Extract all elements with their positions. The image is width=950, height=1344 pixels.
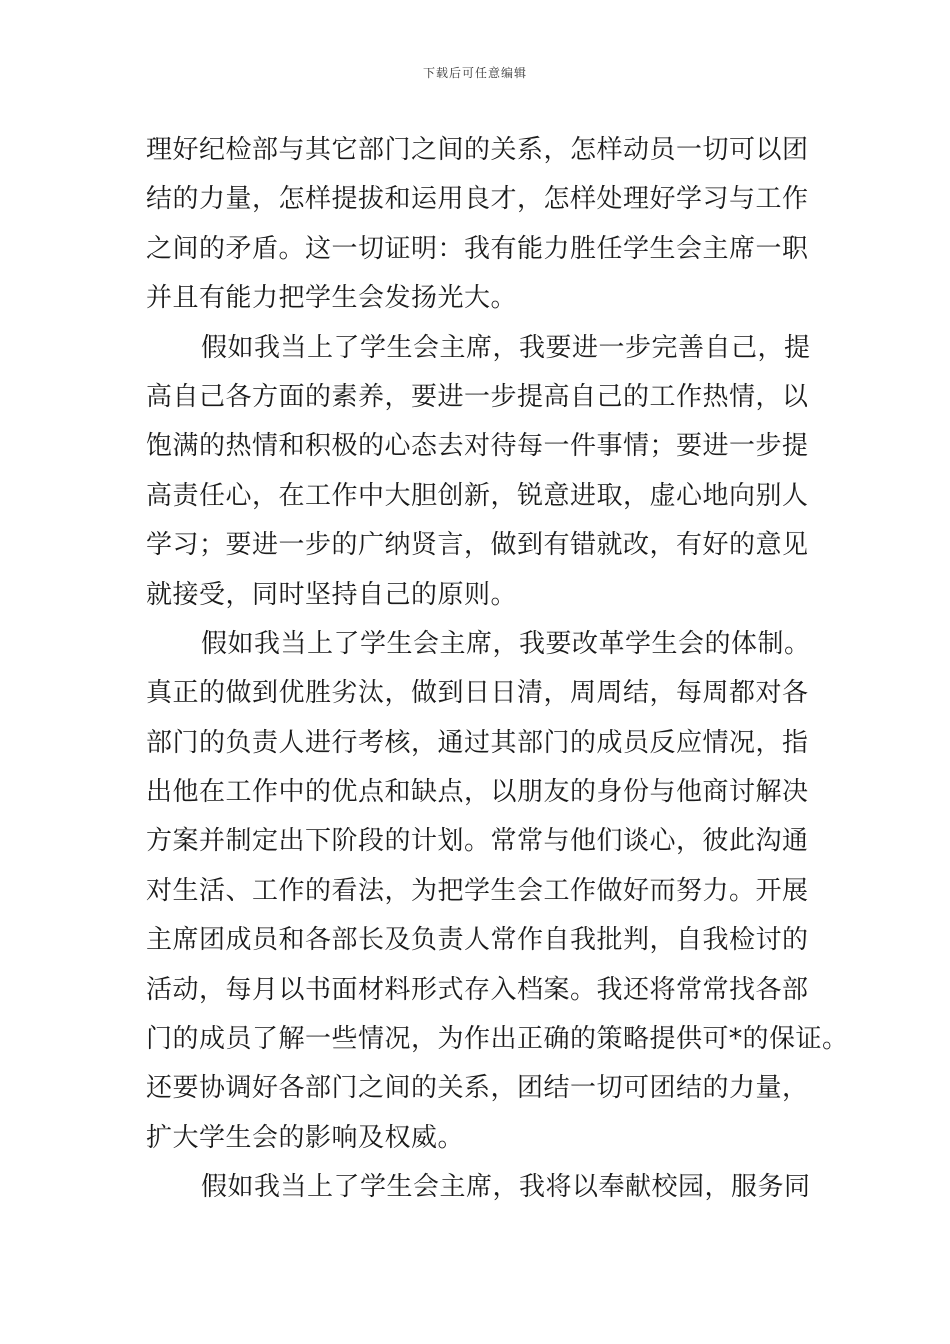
text-line: 之间的矛盾。这一切证明：我有能力胜任学生会主席一职 xyxy=(146,233,809,264)
text-line: 假如我当上了学生会主席，我要进一步完善自己，提 xyxy=(201,332,811,363)
text-line: 学习；要进一步的广纳贤言，做到有错就改，有好的意见 xyxy=(146,530,809,561)
text-line: 扩大学生会的影响及权威。 xyxy=(146,1122,465,1153)
text-line: 结的力量，怎样提拔和运用良才，怎样处理好学习与工作 xyxy=(146,184,809,215)
text-line: 高责任心，在工作中大胆创新，锐意进取，虚心地向别人 xyxy=(146,480,809,511)
text-line: 对生活、工作的看法，为把学生会工作做好而努力。开展 xyxy=(146,875,809,906)
text-line: 真正的做到优胜劣汰，做到日日清，周周结，每周都对各 xyxy=(146,678,809,709)
text-line: 出他在工作中的优点和缺点，以朋友的身份与他商讨解决 xyxy=(146,777,809,808)
text-line: 就接受，同时坚持自己的原则。 xyxy=(146,579,518,610)
text-line: 假如我当上了学生会主席，我将以奉献校园，服务同 xyxy=(201,1172,811,1203)
text-line: 部门的负责人进行考核，通过其部门的成员反应情况，指 xyxy=(146,727,809,758)
page-header: 下载后可任意编辑 xyxy=(422,66,527,80)
text-line: 理好纪检部与其它部门之间的关系，怎样动员一切可以团 xyxy=(146,135,809,165)
text-line: 假如我当上了学生会主席，我要改革学生会的体制。 xyxy=(201,628,811,659)
text-line: 门的成员了解一些情况，为作出正确的策略提供可*的保证。 xyxy=(146,1024,849,1055)
text-line: 活动，每月以书面材料形式存入档案。我还将常常找各部 xyxy=(146,974,809,1005)
text-line: 主席团成员和各部长及负责人常作自我批判，自我检讨的 xyxy=(146,925,809,956)
text-line: 高自己各方面的素养，要进一步提高自己的工作热情，以 xyxy=(146,381,809,412)
text-line: 饱满的热情和积极的心态去对待每一件事情；要进一步提 xyxy=(146,431,809,462)
text-line: 还要协调好各部门之间的关系，团结一切可团结的力量， xyxy=(146,1073,809,1104)
text-line: 并且有能力把学生会发扬光大。 xyxy=(146,283,518,314)
text-line: 方案并制定出下阶段的计划。常常与他们谈心，彼此沟通 xyxy=(146,826,809,857)
document-body xyxy=(146,126,849,1213)
